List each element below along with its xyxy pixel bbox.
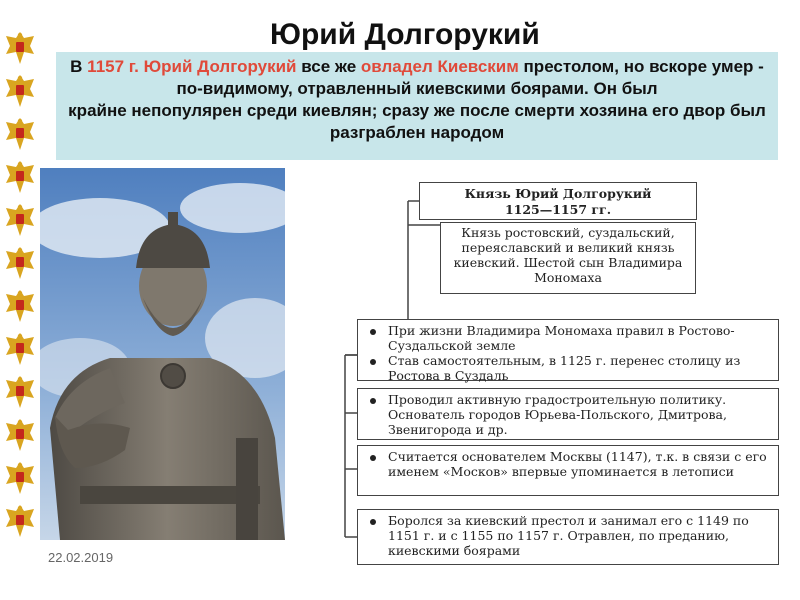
- coat-of-arms-icon: [4, 331, 36, 367]
- intro-text-part3: престолом, но вскоре умер - по-видимому, отравленный киевскими боярами. Он был: [176, 57, 764, 98]
- fact-box: [357, 509, 779, 565]
- scheme-title-box: [419, 182, 697, 220]
- coat-of-arms-icon: [4, 460, 36, 496]
- intro-text-part2: все же: [296, 57, 361, 76]
- coat-of-arms-icon: [4, 374, 36, 410]
- intro-text-line2: крайне непопулярен среди киевлян; сразу же после смерти хозяина его двор был разграблен народом: [68, 101, 766, 142]
- fact-box: [357, 319, 779, 381]
- coat-of-arms-icon: [4, 503, 36, 539]
- intro-highlight-year: 1157 г. Юрий Долгорукий: [87, 57, 297, 76]
- coat-of-arms-icon: [4, 159, 36, 195]
- coat-of-arms-icon: [4, 116, 36, 152]
- intro-text-box: [56, 52, 778, 160]
- coat-of-arms-icon: [4, 30, 36, 66]
- bullet-icon: [370, 455, 376, 461]
- intro-text-part1: В: [70, 57, 88, 76]
- slide-title: Юрий Долгорукий: [270, 18, 540, 51]
- slide-date: 22.02.2019: [48, 550, 114, 565]
- emblem-column: [0, 30, 40, 570]
- intro-highlight-kiev: овладел Киевским: [360, 57, 519, 76]
- bullet-icon: [370, 359, 376, 365]
- scheme-description-box: Князь ростовский, суздальский, переяславский и великий князь киевский. Шестой сын Владимира Мономаха: [440, 222, 696, 294]
- fact-box: [357, 388, 779, 440]
- scheme-title-years: 1125—1157 гг.: [504, 202, 612, 217]
- fact-text: Проводил активную градостроительную политику. Основатель городов Юрьева-Польского, Дмитрова, Звенигорода и др.: [388, 392, 727, 437]
- coat-of-arms-icon: [4, 73, 36, 109]
- fact-text: Боролся за киевский престол и занимал его с 1149 по 1151 г. и с 1155 по 1157 г. Отравлен, по преданию, киевскими боярами: [388, 513, 749, 558]
- bullet-icon: [370, 398, 376, 404]
- fact-box: [357, 445, 779, 496]
- scheme-title-name: Князь Юрий Долгорукий: [464, 186, 652, 201]
- bullet-icon: [370, 329, 376, 335]
- coat-of-arms-icon: [4, 202, 36, 238]
- coat-of-arms-icon: [4, 288, 36, 324]
- fact-text: Считается основателем Москвы (1147), т.к. в связи с его именем «Москов» впервые упоминается в летописи: [388, 449, 767, 479]
- coat-of-arms-icon: [4, 417, 36, 453]
- fact-text: При жизни Владимира Мономаха правил в Ростово-Суздальской земле: [388, 323, 735, 353]
- bullet-icon: [370, 519, 376, 525]
- statue-photo: [40, 168, 285, 540]
- fact-text: Став самостоятельным, в 1125 г. перенес столицу из Ростова в Суздаль: [388, 353, 741, 383]
- coat-of-arms-icon: [4, 245, 36, 281]
